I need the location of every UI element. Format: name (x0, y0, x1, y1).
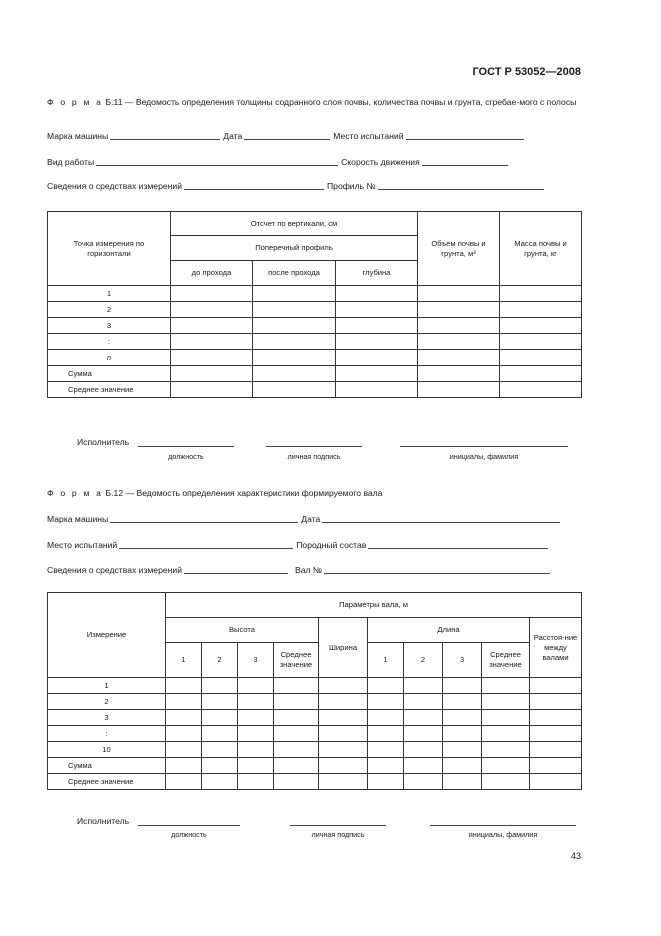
col-mass-header: Масса почвы и грунта, кг (500, 212, 582, 286)
table-cell[interactable] (418, 318, 500, 334)
table-cell[interactable] (418, 286, 500, 302)
shaft-label: Вал № (295, 565, 323, 575)
table-cell[interactable] (530, 726, 582, 742)
place-label: Место испытаний (47, 540, 118, 550)
table-cell[interactable] (171, 318, 253, 334)
row-label: : (48, 334, 171, 350)
document-number: ГОСТ Р 53052—2008 (472, 66, 581, 78)
sub-height-3: 3 (238, 643, 274, 678)
table-cell[interactable] (202, 726, 238, 742)
table-cell[interactable] (482, 742, 530, 758)
table-cell[interactable] (253, 382, 336, 398)
table-cell[interactable] (253, 366, 336, 382)
table-cell[interactable] (368, 774, 404, 790)
form-b12-title-text: Б.12 — Ведомость определения характеристики формируемого вала (105, 488, 383, 498)
sub-length-2: 2 (404, 643, 443, 678)
form-b12-title (47, 487, 587, 500)
form-b11-title-text: Б.11 — Ведомость определения толщины содранного слоя почвы, количества почвы и грунта, сгребае-мого с полосы (105, 97, 577, 107)
position-caption: должность (168, 452, 204, 461)
form-b12-table (47, 592, 582, 790)
sub-length-3: 3 (443, 643, 482, 678)
table-cell[interactable] (482, 774, 530, 790)
table-cell[interactable] (253, 318, 336, 334)
table-cell[interactable] (202, 774, 238, 790)
instruments-field[interactable] (184, 564, 288, 574)
table-cell[interactable] (166, 726, 202, 742)
table-cell[interactable] (336, 334, 418, 350)
table-cell[interactable] (482, 758, 530, 774)
table-cell[interactable] (368, 694, 404, 710)
table-cell[interactable] (500, 334, 582, 350)
row-label: 3 (48, 318, 171, 334)
sub-height-1: 1 (166, 643, 202, 678)
table-cell[interactable] (171, 350, 253, 366)
table-cell[interactable] (368, 726, 404, 742)
form-b12-rows (48, 678, 582, 790)
table-cell[interactable] (482, 678, 530, 694)
table-cell[interactable] (238, 742, 274, 758)
row-label: 1 (48, 286, 171, 302)
sub-height-2: 2 (202, 643, 238, 678)
form-b11-line-2 (47, 156, 587, 167)
table-cell[interactable] (336, 302, 418, 318)
instruments-label: Сведения о средствах измерений (47, 565, 182, 575)
speed-field[interactable] (422, 156, 508, 166)
place-field[interactable] (406, 130, 524, 140)
form-b11-line-1 (47, 130, 587, 141)
sub-length-1: 1 (368, 643, 404, 678)
table-cell[interactable] (274, 758, 319, 774)
table-cell[interactable] (253, 302, 336, 318)
table-cell[interactable] (238, 726, 274, 742)
table-cell[interactable] (443, 726, 482, 742)
table-cell[interactable] (319, 726, 368, 742)
table-cell[interactable] (482, 710, 530, 726)
date-field[interactable] (322, 513, 560, 523)
table-cell[interactable] (404, 758, 443, 774)
col-profile-header: Поперечный профиль (171, 236, 418, 261)
table-cell[interactable] (319, 742, 368, 758)
instruments-field[interactable] (184, 180, 324, 190)
table-cell[interactable] (482, 694, 530, 710)
sub-after-header: после прохода (253, 261, 336, 286)
table-cell[interactable] (202, 678, 238, 694)
table-cell[interactable] (253, 350, 336, 366)
place-label: Место испытаний (333, 131, 404, 141)
table-cell[interactable] (368, 742, 404, 758)
soil-label: Породный состав (296, 540, 367, 550)
table-cell[interactable] (404, 694, 443, 710)
table-cell[interactable] (166, 710, 202, 726)
table-cell[interactable] (171, 334, 253, 350)
table-cell[interactable] (418, 334, 500, 350)
profile-field[interactable] (378, 180, 544, 190)
col-params-header: Параметры вала, м (166, 593, 582, 618)
table-cell[interactable] (443, 774, 482, 790)
form-b11-table (47, 211, 582, 398)
table-cell[interactable] (238, 710, 274, 726)
machine-label: Марка машины (47, 131, 109, 141)
table-cell[interactable] (274, 774, 319, 790)
executor-label: Исполнитель (77, 816, 130, 826)
work-type-field[interactable] (96, 156, 338, 166)
position-field[interactable] (138, 816, 240, 826)
place-field[interactable] (119, 539, 293, 549)
machine-label: Марка машины (47, 514, 109, 524)
table-cell[interactable] (238, 678, 274, 694)
table-cell[interactable] (404, 742, 443, 758)
machine-field[interactable] (110, 130, 220, 140)
table-cell[interactable] (530, 774, 582, 790)
table-cell[interactable] (500, 286, 582, 302)
table-cell[interactable] (336, 350, 418, 366)
table-cell[interactable] (166, 742, 202, 758)
table-cell[interactable] (238, 758, 274, 774)
table-cell[interactable] (418, 382, 500, 398)
table-cell[interactable] (238, 774, 274, 790)
table-cell[interactable] (319, 758, 368, 774)
date-field[interactable] (244, 130, 330, 140)
position-field[interactable] (138, 437, 234, 447)
table-cell[interactable] (530, 758, 582, 774)
soil-field[interactable] (368, 539, 548, 549)
sub-before-header: до прохода (171, 261, 253, 286)
col-readout-header: Отсчет по вертикали, см (171, 212, 418, 236)
table-cell[interactable] (202, 742, 238, 758)
name-field[interactable] (430, 816, 576, 826)
col-measure-header: Измерение (48, 593, 166, 678)
page-number: 43 (570, 851, 581, 861)
name-field[interactable] (400, 437, 568, 447)
table-cell[interactable] (443, 742, 482, 758)
sub-depth-header: глубина (336, 261, 418, 286)
row-label: 10 (48, 742, 166, 758)
table-cell[interactable] (336, 286, 418, 302)
signature-caption: личная подпись (287, 452, 341, 461)
work-type-label: Вид работы (47, 157, 95, 167)
sub-length-avg: Среднее значение (482, 643, 530, 678)
row-label: Среднее значение (48, 382, 171, 398)
table-cell[interactable] (404, 726, 443, 742)
table-cell[interactable] (443, 678, 482, 694)
form-b12-line-1 (47, 513, 587, 524)
form-b12-line-3 (47, 564, 587, 575)
table-cell[interactable] (404, 710, 443, 726)
table-cell[interactable] (171, 286, 253, 302)
row-label: 1 (48, 678, 166, 694)
form-word: Ф о р м а (47, 488, 104, 498)
col-distance-header: Расстоя-ние между валами (530, 618, 582, 678)
table-cell[interactable] (418, 350, 500, 366)
signature-field[interactable] (290, 816, 386, 826)
table-cell[interactable] (274, 726, 319, 742)
form-word: Ф о р м а (47, 97, 104, 107)
signature-field[interactable] (266, 437, 362, 447)
row-label: : (48, 726, 166, 742)
profile-label: Профиль № (327, 181, 376, 191)
table-cell[interactable] (166, 758, 202, 774)
table-cell[interactable] (404, 678, 443, 694)
sub-height-avg: Среднее значение (274, 643, 319, 678)
form-b11-title (47, 96, 587, 109)
table-cell[interactable] (319, 694, 368, 710)
form-b11-rows (48, 286, 582, 398)
table-cell[interactable] (166, 694, 202, 710)
table-cell[interactable] (171, 302, 253, 318)
table-cell[interactable] (500, 382, 582, 398)
position-caption: должность (171, 830, 207, 839)
table-cell[interactable] (500, 366, 582, 382)
table-cell[interactable] (336, 318, 418, 334)
table-cell[interactable] (166, 774, 202, 790)
table-cell[interactable] (368, 710, 404, 726)
table-cell[interactable] (368, 758, 404, 774)
row-label: 3 (48, 710, 166, 726)
col-width-header: Ширина (319, 618, 368, 678)
date-label: Дата (301, 514, 321, 524)
name-caption: инициалы, фамилия (468, 830, 538, 839)
col-length-header: Длина (368, 618, 530, 643)
table-cell[interactable] (166, 678, 202, 694)
executor-label: Исполнитель (77, 437, 130, 447)
table-cell[interactable] (530, 742, 582, 758)
table-cell[interactable] (274, 742, 319, 758)
row-label: Сумма (48, 366, 171, 382)
table-cell[interactable] (319, 774, 368, 790)
table-cell[interactable] (336, 366, 418, 382)
col-volume-header: Объем почвы и грунта, м³ (418, 212, 500, 286)
table-cell[interactable] (482, 726, 530, 742)
table-cell[interactable] (418, 366, 500, 382)
table-cell[interactable] (500, 350, 582, 366)
table-cell[interactable] (530, 678, 582, 694)
form-b12-line-2 (47, 539, 587, 550)
table-cell[interactable] (253, 334, 336, 350)
table-cell[interactable] (530, 710, 582, 726)
table-cell[interactable] (418, 302, 500, 318)
row-label: Сумма (48, 758, 166, 774)
table-cell[interactable] (336, 382, 418, 398)
table-cell[interactable] (443, 710, 482, 726)
table-cell[interactable] (274, 694, 319, 710)
shaft-field[interactable] (324, 564, 550, 574)
table-cell[interactable] (319, 710, 368, 726)
row-label: 2 (48, 694, 166, 710)
col-height-header: Высота (166, 618, 319, 643)
table-cell[interactable] (500, 318, 582, 334)
col-point-header: Точка измерения по горизонтали (48, 212, 171, 286)
speed-label: Скорость движения (341, 157, 420, 167)
row-label: 2 (48, 302, 171, 318)
row-label: Среднее значение (48, 774, 166, 790)
table-cell[interactable] (171, 382, 253, 398)
table-cell[interactable] (202, 758, 238, 774)
table-cell[interactable] (404, 774, 443, 790)
table-cell[interactable] (274, 678, 319, 694)
instruments-label: Сведения о средствах измерений (47, 181, 182, 191)
table-cell[interactable] (202, 710, 238, 726)
table-cell[interactable] (319, 678, 368, 694)
table-cell[interactable] (443, 758, 482, 774)
name-caption: инициалы, фамилия (449, 452, 519, 461)
date-label: Дата (223, 131, 243, 141)
form-b11-line-3 (47, 180, 587, 191)
table-cell[interactable] (443, 694, 482, 710)
machine-field[interactable] (110, 513, 298, 523)
table-cell[interactable] (530, 694, 582, 710)
table-cell[interactable] (368, 678, 404, 694)
table-cell[interactable] (274, 710, 319, 726)
table-cell[interactable] (253, 286, 336, 302)
table-cell[interactable] (202, 694, 238, 710)
table-cell[interactable] (171, 366, 253, 382)
signature-caption: личная подпись (311, 830, 365, 839)
table-cell[interactable] (500, 302, 582, 318)
row-label: n (48, 350, 171, 366)
table-cell[interactable] (238, 694, 274, 710)
